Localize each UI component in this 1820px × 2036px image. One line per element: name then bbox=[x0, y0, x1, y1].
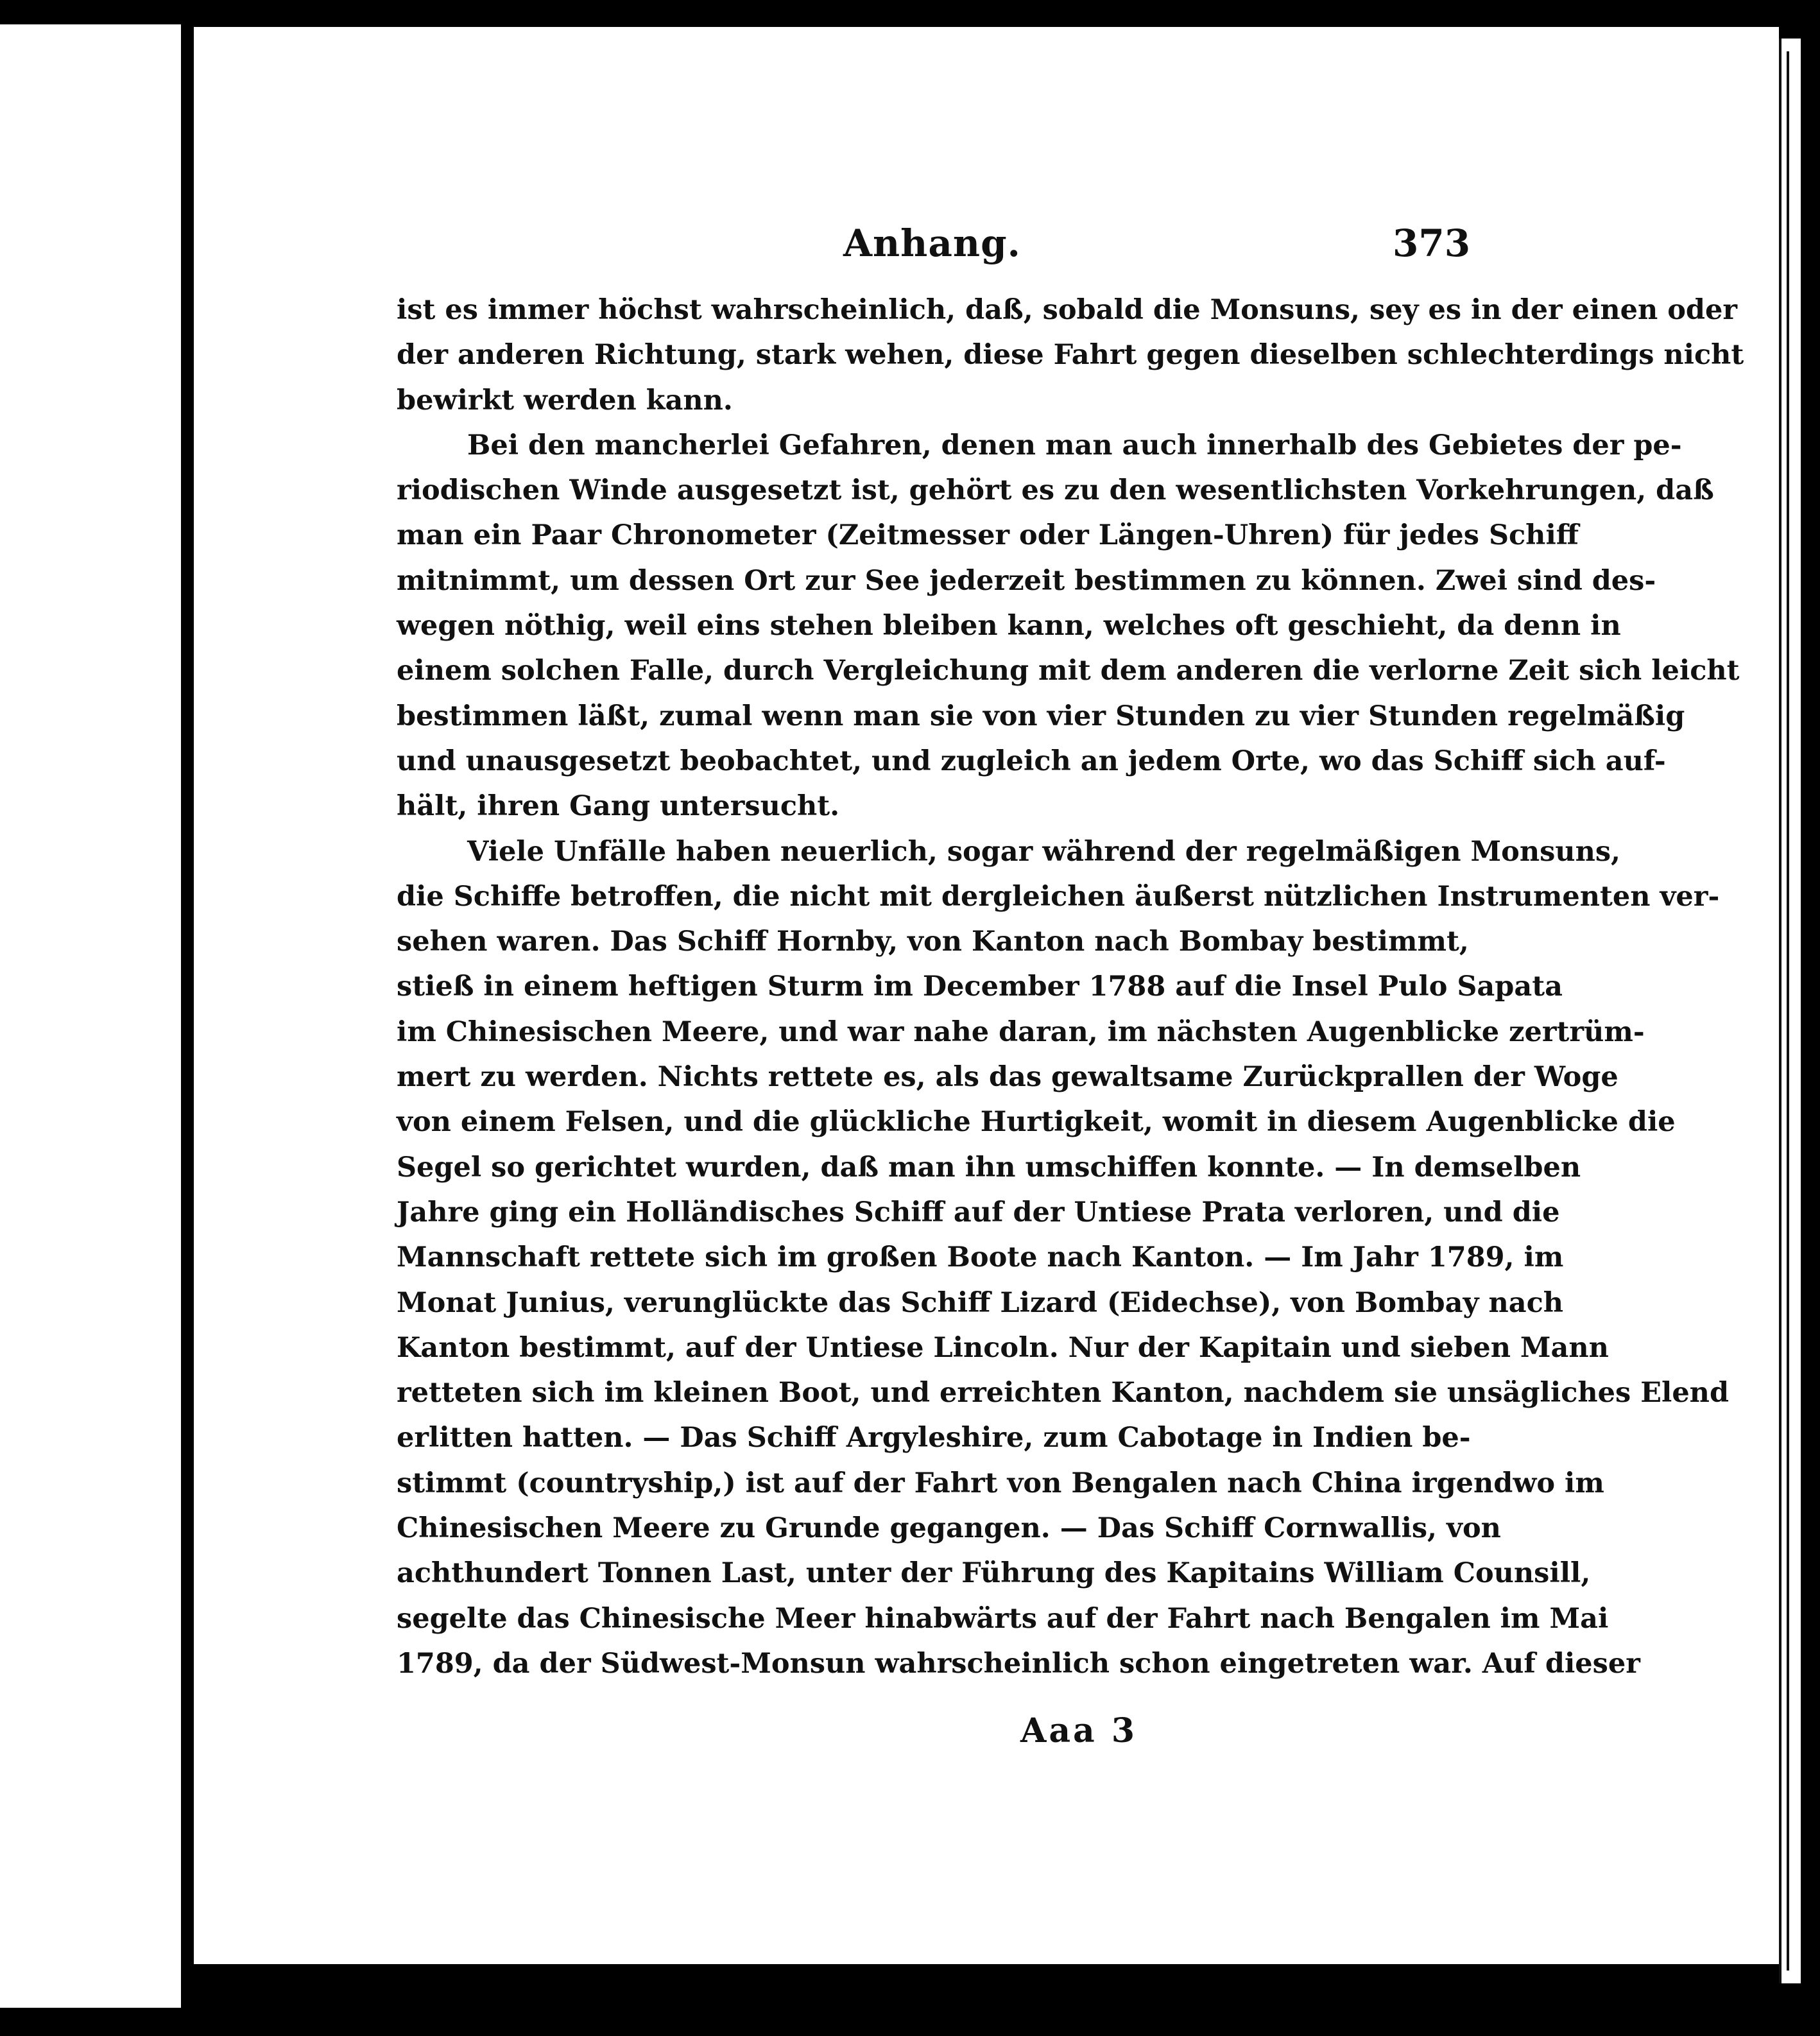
text-line: stimmt (countryship,) ist auf der Fahrt von Bengalen nach China irgendwo im bbox=[397, 1467, 1604, 1499]
text-line: erlitten hatten. — Das Schiff Argyleshire, zum Cabotage in Indien be- bbox=[397, 1422, 1471, 1454]
text-line: bewirkt werden kann. bbox=[397, 384, 733, 417]
page-edge bbox=[1779, 39, 1801, 1983]
printer-signature: Aaa 3 bbox=[1020, 1711, 1138, 1750]
text-line: sehen waren. Das Schiff Hornby, von Kanton nach Bombay bestimmt, bbox=[397, 926, 1469, 958]
page-number: 373 bbox=[1393, 221, 1471, 265]
text-line: bestimmen läßt, zumal wenn man sie von vier Stunden zu vier Stunden regelmäßig bbox=[397, 700, 1685, 732]
text-line: hält, ihren Gang untersucht. bbox=[397, 790, 840, 823]
text-line: ist es immer höchst wahrscheinlich, daß, sobald die Monsuns, sey es in der einen oder bbox=[397, 294, 1737, 326]
text-line: man ein Paar Chronometer (Zeitmesser oder Längen-Uhren) für jedes Schiff bbox=[397, 519, 1579, 552]
text-line: einem solchen Falle, durch Vergleichung mit dem anderen die verlorne Zeit sich leicht bbox=[397, 655, 1740, 687]
page-edge-line bbox=[1787, 51, 1789, 1971]
text-line: Viele Unfälle haben neuerlich, sogar während der regelmäßigen Monsuns, bbox=[467, 835, 1621, 868]
text-line: mitnimmt, um dessen Ort zur See jederzeit bestimmen zu können. Zwei sind des- bbox=[397, 564, 1656, 597]
text-line: riodischen Winde ausgesetzt ist, gehört es zu den wesentlichsten Vorkehrungen, daß bbox=[397, 474, 1714, 507]
facing-page bbox=[0, 24, 181, 2008]
text-line: segelte das Chinesische Meer hinabwärts auf der Fahrt nach Bengalen im Mai bbox=[397, 1602, 1609, 1635]
text-line: Segel so gerichtet wurden, daß man ihn umschiffen konnte. — In demselben bbox=[397, 1151, 1581, 1184]
text-line: wegen nöthig, weil eins stehen bleiben kann, welches oft geschieht, da denn in bbox=[397, 610, 1621, 643]
body-text bbox=[397, 288, 1744, 1686]
text-line: Chinesischen Meere zu Grunde gegangen. — Das Schiff Cornwallis, von bbox=[397, 1512, 1501, 1545]
text-line: der anderen Richtung, stark wehen, diese Fahrt gegen dieselben schlechterdings nicht bbox=[397, 339, 1744, 372]
text-line: Kanton bestimmt, auf der Untiese Lincoln. Nur der Kapitain und sieben Mann bbox=[397, 1331, 1609, 1364]
running-head: Anhang. bbox=[843, 221, 1021, 265]
text-line: die Schiffe betroffen, die nicht mit dergleichen äußerst nützlichen Instrumenten ver- bbox=[397, 880, 1720, 913]
text-line: retteten sich im kleinen Boot, und erreichten Kanton, nachdem sie unsägliches Elend bbox=[397, 1377, 1730, 1410]
text-line: mert zu werden. Nichts rettete es, als das gewaltsame Zurückprallen der Woge bbox=[397, 1061, 1618, 1094]
text-line: Monat Junius, verunglückte das Schiff Lizard (Eidechse), von Bombay nach bbox=[397, 1286, 1564, 1319]
text-line: 1789, da der Südwest-Monsun wahrscheinlich schon eingetreten war. Auf dieser bbox=[397, 1647, 1640, 1680]
text-line: Jahre ging ein Holländisches Schiff auf der Untiese Prata verloren, und die bbox=[397, 1196, 1560, 1229]
book-gutter bbox=[181, 13, 194, 2022]
text-line: im Chinesischen Meere, und war nahe daran, im nächsten Augenblicke zertrüm- bbox=[397, 1015, 1645, 1048]
text-line: Mannschaft rettete sich im großen Boote nach Kanton. — Im Jahr 1789, im bbox=[397, 1241, 1564, 1274]
text-line: achthundert Tonnen Last, unter der Führung des Kapitains William Counsill, bbox=[397, 1557, 1591, 1590]
text-line: stieß in einem heftigen Sturm im December 1788 auf die Insel Pulo Sapata bbox=[397, 971, 1563, 1003]
text-line: und unausgesetzt beobachtet, und zugleich an jedem Orte, wo das Schiff sich auf- bbox=[397, 745, 1666, 777]
text-line: Bei den mancherlei Gefahren, denen man auch innerhalb des Gebietes der pe- bbox=[467, 429, 1682, 462]
text-line: von einem Felsen, und die glückliche Hurtigkeit, womit in diesem Augenblicke die bbox=[397, 1106, 1676, 1139]
